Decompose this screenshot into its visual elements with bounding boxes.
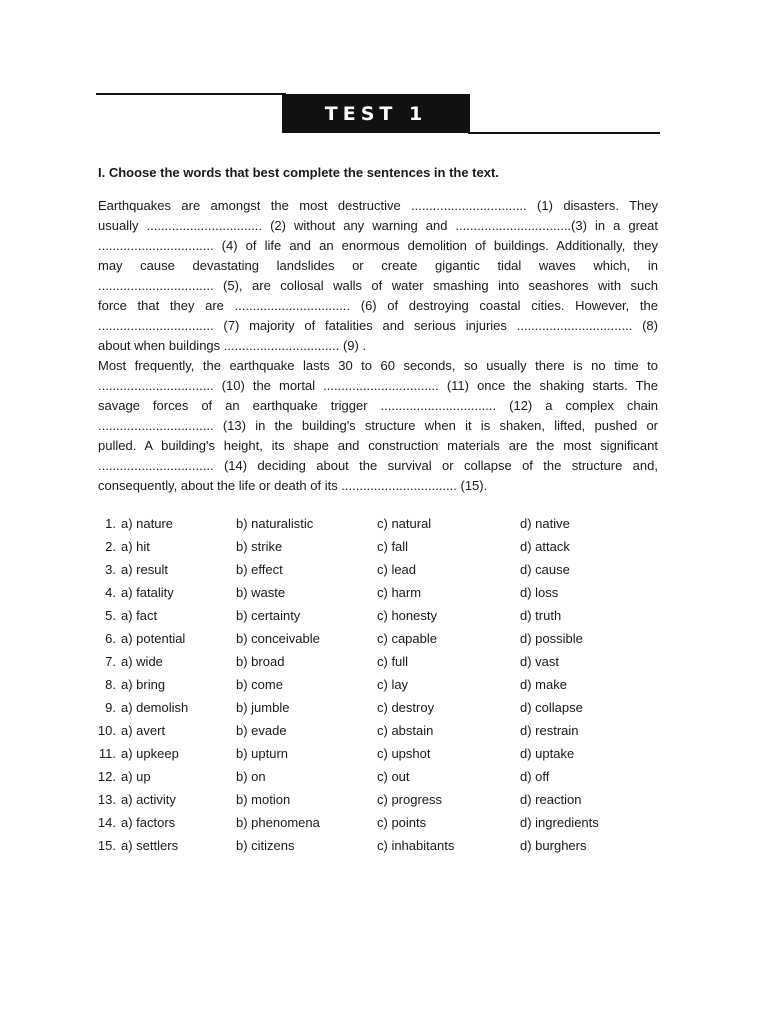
header-rule-left <box>96 93 286 95</box>
option-row <box>90 811 650 834</box>
question-number: 6. <box>105 631 116 646</box>
option-row <box>90 512 650 535</box>
option-row <box>90 535 650 558</box>
option-b: b) phenomena <box>236 815 320 830</box>
option-row <box>90 788 650 811</box>
option-c: c) upshot <box>377 746 431 761</box>
question-number: 3. <box>105 562 116 577</box>
question-number: 2. <box>105 539 116 554</box>
option-c: c) honesty <box>377 608 437 623</box>
question-number: 1. <box>105 516 116 531</box>
section-instruction: I. Choose the words that best complete the sentences in the text. <box>98 165 499 180</box>
option-c: c) abstain <box>377 723 434 738</box>
option-b: b) waste <box>236 585 286 600</box>
option-a: a) potential <box>121 631 186 646</box>
option-a: a) upkeep <box>121 746 179 761</box>
option-b: b) conceivable <box>236 631 320 646</box>
option-c: c) full <box>377 654 409 669</box>
option-a: a) bring <box>121 677 166 692</box>
option-d: d) make <box>520 677 567 692</box>
option-row <box>90 604 650 627</box>
passage-line: ................................ (14) deciding about the survival or collapse of the structure and, <box>98 458 658 473</box>
option-d: d) truth <box>520 608 562 623</box>
option-a: a) fatality <box>121 585 174 600</box>
option-d: d) collapse <box>520 700 583 715</box>
option-d: d) reaction <box>520 792 582 807</box>
passage-line: ................................ (5), are collosal walls of water smashing into seashores with such <box>98 278 658 293</box>
question-number: 13. <box>97 792 116 807</box>
option-a: a) demolish <box>121 700 189 715</box>
option-row <box>90 834 650 857</box>
option-b: b) citizens <box>236 838 295 853</box>
question-number: 8. <box>105 677 116 692</box>
option-d: d) loss <box>520 585 559 600</box>
passage-line: may cause devastating landslides or create gigantic tidal waves which, in <box>98 258 658 273</box>
question-number: 11. <box>98 746 116 761</box>
passage-line: Earthquakes are amongst the most destructive ................................ (1) disasters. They <box>98 198 658 213</box>
option-d: d) possible <box>520 631 583 646</box>
question-number: 7. <box>105 654 116 669</box>
option-d: d) attack <box>520 539 570 554</box>
option-a: a) avert <box>121 723 166 738</box>
option-row <box>90 581 650 604</box>
option-row <box>90 719 650 742</box>
option-b: b) naturalistic <box>236 516 314 531</box>
question-number: 12. <box>97 769 116 784</box>
option-a: a) activity <box>121 792 176 807</box>
passage-line: force that they are ................................ (6) of destroying coastal cities. However, the <box>98 298 658 313</box>
option-c: c) points <box>377 815 427 830</box>
passage-line: pulled. A building's height, its shape and construction materials are the most significant <box>98 438 658 453</box>
option-c: c) harm <box>377 585 422 600</box>
option-row <box>90 742 650 765</box>
test-title <box>282 94 470 133</box>
question-number: 14. <box>97 815 116 830</box>
option-c: c) out <box>377 769 410 784</box>
option-b: b) motion <box>236 792 291 807</box>
question-number: 4. <box>105 585 116 600</box>
option-a: a) fact <box>121 608 158 623</box>
option-b: b) effect <box>236 562 283 577</box>
passage-line: ................................ (7) majority of fatalities and serious injuries ................................ (8) <box>98 318 658 333</box>
option-c: c) progress <box>377 792 443 807</box>
option-d: d) ingredients <box>520 815 599 830</box>
option-b: b) on <box>236 769 266 784</box>
header-rule-right <box>468 132 660 134</box>
option-a: a) up <box>121 769 151 784</box>
passage-line: Most frequently, the earthquake lasts 30 to 60 seconds, so usually there is no time to <box>98 358 658 373</box>
option-c: c) destroy <box>377 700 435 715</box>
question-number: 5. <box>105 608 116 623</box>
option-a: a) hit <box>121 539 150 554</box>
question-number: 10. <box>97 723 116 738</box>
passage-line: about when buildings ................................ (9) . <box>98 338 367 353</box>
test-title-text: TEST 1 <box>324 102 428 125</box>
option-row <box>90 558 650 581</box>
option-c: c) natural <box>377 516 432 531</box>
option-row <box>90 696 650 719</box>
option-d: d) vast <box>520 654 560 669</box>
option-d: d) native <box>520 516 570 531</box>
option-row <box>90 765 650 788</box>
passage-line: consequently, about the life or death of its ................................ (15). <box>98 478 488 493</box>
option-c: c) fall <box>377 539 409 554</box>
passage-line: ................................ (10) the mortal ................................ (11) once the shaking starts. The <box>98 378 658 393</box>
option-b: b) strike <box>236 539 283 554</box>
option-b: b) come <box>236 677 283 692</box>
passage <box>98 196 658 496</box>
option-b: b) evade <box>236 723 287 738</box>
passage-line: ................................ (4) of life and an enormous demolition of buildings. Additionally, they <box>98 238 658 253</box>
option-a: a) settlers <box>121 838 179 853</box>
option-c: c) capable <box>377 631 437 646</box>
option-row <box>90 673 650 696</box>
option-c: c) lead <box>377 562 417 577</box>
option-d: d) burghers <box>520 838 587 853</box>
option-row <box>90 627 650 650</box>
question-number: 15. <box>97 838 116 853</box>
passage-line: ................................ (13) in the building's structure when it is shaken, lifted, pushed or <box>98 418 658 433</box>
option-b: b) upturn <box>236 746 289 761</box>
option-c: c) inhabitants <box>377 838 455 853</box>
option-d: d) restrain <box>520 723 579 738</box>
option-c: c) lay <box>377 677 409 692</box>
option-b: b) broad <box>236 654 285 669</box>
option-d: d) off <box>520 769 550 784</box>
option-a: a) nature <box>121 516 174 531</box>
passage-line: savage forces of an earthquake trigger ................................ (12) a complex chain <box>98 398 658 413</box>
option-b: b) certainty <box>236 608 301 623</box>
option-d: d) cause <box>520 562 570 577</box>
option-a: a) result <box>121 562 168 577</box>
passage-line: usually ................................ (2) without any warning and ................................(3) in a great <box>98 218 658 233</box>
option-row <box>90 650 650 673</box>
question-number: 9. <box>105 700 116 715</box>
option-a: a) wide <box>121 654 163 669</box>
option-d: d) uptake <box>520 746 575 761</box>
answer-options <box>90 512 650 857</box>
option-b: b) jumble <box>236 700 290 715</box>
option-a: a) factors <box>121 815 176 830</box>
